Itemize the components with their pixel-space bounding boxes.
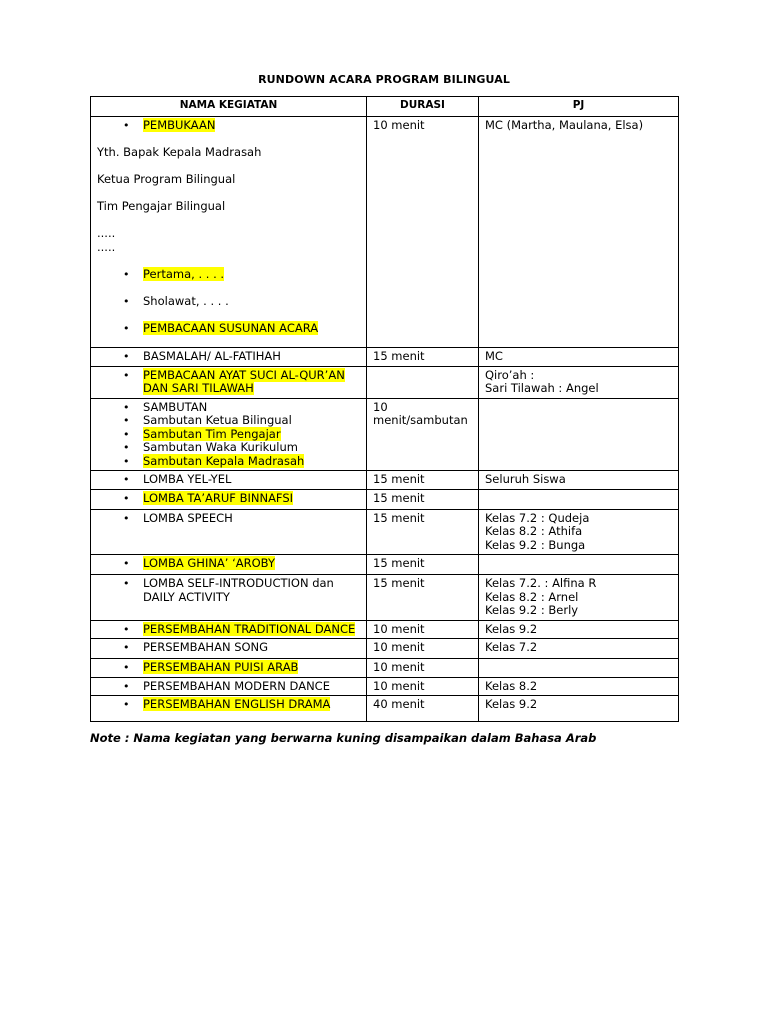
list-item: • Sambutan Tim Pengajar — [123, 426, 281, 441]
cell-kegiatan — [91, 555, 367, 575]
table-row — [91, 471, 679, 490]
list-item: • PEMBUKAAN — [123, 118, 216, 132]
cell-pj: Kelas 7.2 — [479, 639, 679, 659]
cell-pj — [479, 555, 679, 575]
table-row — [91, 366, 679, 398]
activity-label: PERSEMBAHAN PUISI ARAB — [143, 660, 299, 674]
list-item: • SAMBUTAN — [123, 399, 208, 414]
table-row — [91, 117, 679, 348]
cell-durasi: 10 menit — [367, 117, 479, 348]
list-item: • PERSEMBAHAN SONG — [123, 640, 269, 654]
cell-pj: Kelas 9.2 — [479, 696, 679, 722]
cell-durasi: 10 menit — [367, 639, 479, 659]
cell-pj — [479, 366, 679, 398]
activity-label: LOMBA SELF-INTRODUCTION dan — [143, 576, 334, 590]
list-item: • BASMALAH/ AL-FATIHAH — [123, 349, 281, 363]
table-row — [91, 575, 679, 621]
pj-line: Kelas 9.2 : Bunga — [485, 537, 586, 552]
activity-label: LOMBA SPEECH — [143, 510, 233, 525]
activity-label: LOMBA YEL-YEL — [143, 472, 232, 486]
list-item: • PERSEMBAHAN MODERN DANCE — [123, 678, 330, 693]
list-item: • PERSEMBAHAN TRADITIONAL DANCE — [123, 621, 356, 636]
pj-line: Kelas 8.2 : Arnel — [485, 589, 579, 604]
pj-line: Kelas 9.2 : Berly — [485, 603, 579, 617]
activity-label: PERSEMBAHAN MODERN DANCE — [143, 678, 330, 693]
cell-kegiatan — [91, 639, 367, 659]
cell-pj: Kelas 9.2 — [479, 620, 679, 639]
activity-label: PEMBACAAN AYAT SUCI AL-QUR’AN — [143, 367, 345, 382]
pj-line: Qiro’ah : — [485, 367, 535, 382]
list-item: • LOMBA TA’ARUF BINNAFSI — [123, 490, 294, 505]
list-item: • Pertama, . . . . — [123, 266, 225, 281]
cell-kegiatan — [91, 575, 367, 621]
cell-durasi: 10 menit — [367, 620, 479, 639]
cell-kegiatan — [91, 471, 367, 490]
table-row — [91, 696, 679, 722]
cell-pj — [479, 489, 679, 509]
list-item: • LOMBA SPEECH — [123, 510, 233, 525]
activity-label: PERSEMBAHAN SONG — [143, 640, 269, 654]
list-item: • Sambutan Waka Kurikulum — [123, 440, 298, 454]
header-durasi: DURASI — [367, 97, 479, 117]
activity-label: PERSEMBAHAN ENGLISH DRAMA — [143, 697, 331, 711]
table-row — [91, 555, 679, 575]
header-nama-kegiatan: NAMA KEGIATAN — [91, 97, 367, 117]
cell-pj — [479, 575, 679, 621]
table-row — [91, 348, 679, 367]
activity-label: Sambutan Kepala Madrasah — [143, 453, 305, 468]
list-item: • Sambutan Kepala Madrasah — [123, 453, 305, 468]
cell-durasi: 40 menit — [367, 696, 479, 722]
list-item: • PEMBACAAN SUSUNAN ACARA — [123, 320, 319, 335]
cell-kegiatan — [91, 696, 367, 722]
list-item: • LOMBA SELF-INTRODUCTION dan DAILY ACTIVITY — [123, 576, 334, 604]
footnote: Note : Nama kegiatan yang berwarna kuning disampaikan dalam Bahasa Arab — [90, 731, 597, 745]
pj-line: Sari Tilawah : Angel — [485, 381, 599, 395]
cell-pj — [479, 509, 679, 555]
activity-label: Sambutan Waka Kurikulum — [143, 440, 298, 454]
cell-pj: MC (Martha, Maulana, Elsa) — [479, 117, 679, 348]
cell-kegiatan — [91, 117, 367, 348]
rundown-table — [90, 96, 679, 722]
cell-kegiatan — [91, 677, 367, 696]
cell-durasi — [367, 398, 479, 471]
activity-susunan-acara: PEMBACAAN SUSUNAN ACARA — [143, 320, 319, 335]
cell-kegiatan — [91, 509, 367, 555]
list-item: • LOMBA YEL-YEL — [123, 472, 232, 486]
addressee-tim: Tim Pengajar Bilingual — [97, 199, 226, 213]
cell-durasi: 15 menit — [367, 555, 479, 575]
cell-pj — [479, 398, 679, 471]
list-item: • PEMBACAAN AYAT SUCI AL-QUR’AN DAN SARI TILAWAH — [123, 367, 345, 395]
document-title: RUNDOWN ACARA PROGRAM BILINGUAL — [258, 73, 510, 86]
activity-label: Sambutan Ketua Bilingual — [143, 413, 292, 427]
table-row — [91, 489, 679, 509]
cell-pj: Kelas 8.2 — [479, 677, 679, 696]
cell-durasi: 10 menit — [367, 677, 479, 696]
cell-kegiatan — [91, 348, 367, 367]
cell-kegiatan — [91, 489, 367, 509]
cell-durasi: 15 menit — [367, 575, 479, 621]
cell-pj: MC — [479, 348, 679, 367]
list-item: • PERSEMBAHAN ENGLISH DRAMA — [123, 697, 331, 711]
list-item: • Sholawat, . . . . — [123, 293, 229, 308]
activity-pembukaan: PEMBUKAAN — [143, 118, 216, 132]
table-row — [91, 659, 679, 678]
ellipsis-line: ..... — [97, 239, 116, 254]
addressee-ketua: Ketua Program Bilingual — [97, 172, 236, 186]
table-row — [91, 677, 679, 696]
cell-pj — [479, 659, 679, 678]
list-item: • Sambutan Ketua Bilingual — [123, 413, 292, 427]
cell-pj: Seluruh Siswa — [479, 471, 679, 490]
table-header-row — [91, 97, 679, 117]
cell-kegiatan — [91, 366, 367, 398]
table-row — [91, 639, 679, 659]
activity-label: BASMALAH/ AL-FATIHAH — [143, 349, 281, 363]
cell-durasi — [367, 366, 479, 398]
table-row — [91, 398, 679, 471]
activity-label-cont: DAN SARI TILAWAH — [143, 381, 254, 395]
cell-kegiatan — [91, 398, 367, 471]
cell-durasi: 15 menit — [367, 471, 479, 490]
cell-durasi: 10 menit — [367, 659, 479, 678]
list-item: • PERSEMBAHAN PUISI ARAB — [123, 660, 299, 674]
ellipsis-line: ..... — [97, 226, 116, 240]
activity-label-cont: DAILY ACTIVITY — [143, 589, 230, 604]
addressee-kepala: Yth. Bapak Kepala Madrasah — [97, 145, 262, 159]
pj-line: Kelas 7.2 : Qudeja — [485, 510, 590, 525]
pj-line: Kelas 8.2 : Athifa — [485, 524, 583, 538]
pj-line: Kelas 7.2. : Alfina R — [485, 576, 597, 590]
activity-label: LOMBA GHINA’ ‘AROBY — [143, 556, 275, 570]
durasi-line: menit/sambutan — [373, 413, 468, 427]
cell-kegiatan — [91, 659, 367, 678]
activity-label: Sambutan Tim Pengajar — [143, 426, 281, 441]
cell-durasi: 15 menit — [367, 489, 479, 509]
list-item: • LOMBA GHINA’ ‘AROBY — [123, 556, 275, 570]
activity-label: LOMBA TA’ARUF BINNAFSI — [143, 490, 294, 505]
cell-durasi: 15 menit — [367, 348, 479, 367]
cell-durasi: 15 menit — [367, 509, 479, 555]
header-pj: PJ — [479, 97, 679, 117]
activity-sholawat: Sholawat, . . . . — [143, 293, 229, 308]
activity-label: SAMBUTAN — [143, 399, 208, 414]
table-row — [91, 620, 679, 639]
cell-kegiatan — [91, 620, 367, 639]
activity-label: PERSEMBAHAN TRADITIONAL DANCE — [143, 621, 356, 636]
table-row — [91, 509, 679, 555]
durasi-line: 10 — [373, 399, 388, 414]
activity-pertama: Pertama, . . . . — [143, 266, 225, 281]
